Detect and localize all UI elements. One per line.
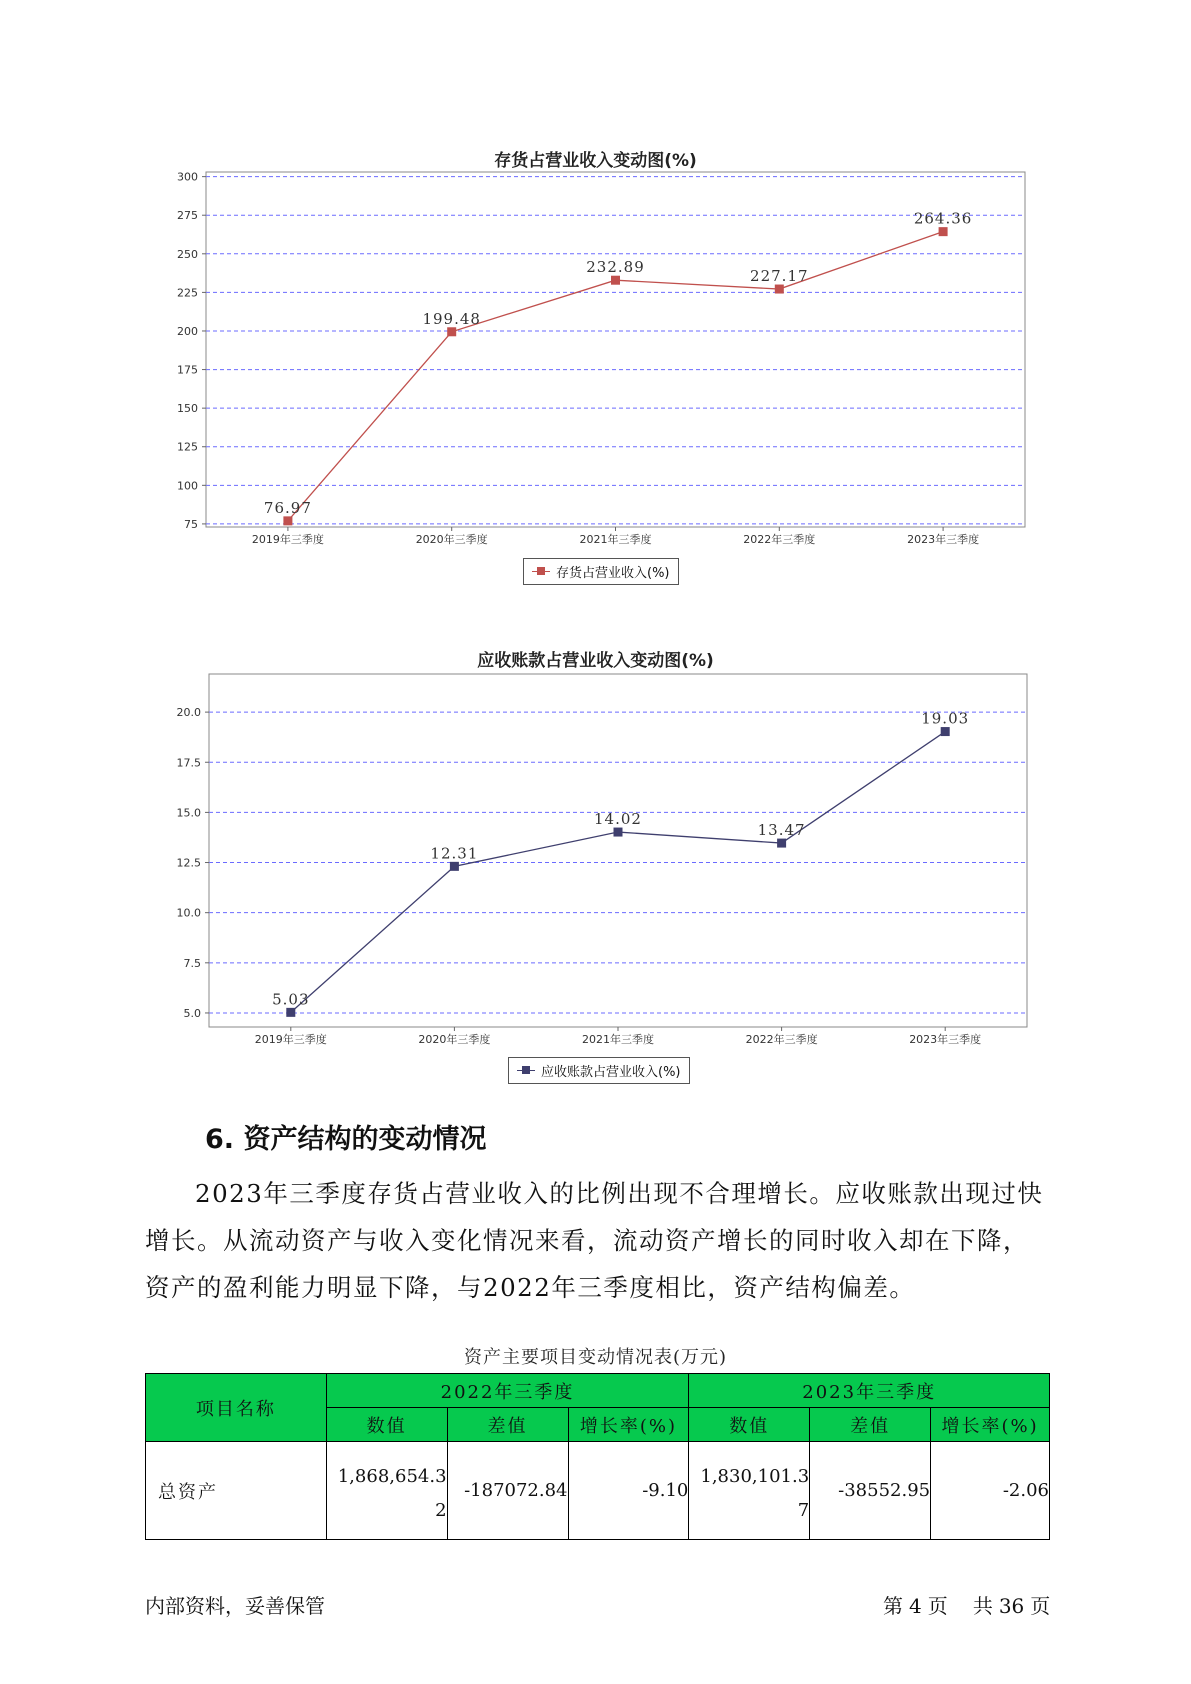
header-growth-2023: 增长率(%) xyxy=(931,1408,1050,1442)
inventory-data-label: 227.17 xyxy=(750,267,809,286)
row-growth-2022: -9.10 xyxy=(568,1442,689,1540)
receivables-xtick-label: 2023年三季度 xyxy=(909,1033,982,1046)
table-row xyxy=(146,1442,1050,1540)
header-period-2023: 2023年三季度 xyxy=(689,1374,1050,1408)
inventory-ytick-label: 100 xyxy=(177,479,198,493)
inventory-data-label: 264.36 xyxy=(913,209,973,228)
header-item-name: 项目名称 xyxy=(146,1374,327,1442)
page-prefix: 第 xyxy=(883,1594,903,1618)
row-value-2023: 1,830,101.37 xyxy=(689,1442,810,1540)
receivables-xtick-label: 2020年三季度 xyxy=(418,1033,491,1046)
inventory-data-label: 199.48 xyxy=(422,309,481,328)
header-growth-2022: 增长率(%) xyxy=(568,1408,689,1442)
total-unit: 页 xyxy=(1030,1594,1051,1618)
receivables-chart-title: 应收账款占营业收入变动图(%) xyxy=(477,651,714,671)
receivables-ytick-label: 20.0 xyxy=(176,706,201,720)
inventory-ytick-label: 200 xyxy=(177,324,198,338)
inventory-ytick-label: 125 xyxy=(177,440,198,454)
receivables-xtick-label: 2022年三季度 xyxy=(745,1033,818,1046)
row-value-2022: 1,868,654.32 xyxy=(326,1442,447,1540)
receivables-chart-legend xyxy=(508,1057,690,1084)
inventory-ytick-label: 175 xyxy=(177,363,198,377)
inventory-xtick-label: 2020年三季度 xyxy=(415,533,488,546)
row-diff-2022: -187072.84 xyxy=(447,1442,568,1540)
inventory-ytick-label: 250 xyxy=(177,247,198,261)
total-pages: 36 xyxy=(998,1594,1025,1618)
receivables-data-point xyxy=(614,828,623,837)
inventory-data-label: 76.97 xyxy=(263,498,312,517)
section-paragraph: 2023年三季度存货占营业收入的比例出现不合理增长。应收账款出现过快增长。从流动资产与收入变化情况来看，流动资产增长的同时收入却在下降，资产的盈利能力明显下降，与2022年三季度相比，资产结构偏差。 xyxy=(145,1179,1044,1302)
row-growth-2023: -2.06 xyxy=(931,1442,1050,1540)
inventory-ytick-label: 275 xyxy=(177,209,198,223)
row-diff-2023: -38552.95 xyxy=(810,1442,931,1540)
header-diff-2022: 差值 xyxy=(447,1408,568,1442)
receivables-data-label: 13.47 xyxy=(757,821,806,840)
footer-confidential-note: 内部资料，妥善保管 xyxy=(145,1594,325,1618)
receivables-plot-frame xyxy=(209,674,1027,1027)
receivables-data-point xyxy=(777,839,786,848)
receivables-data-point xyxy=(286,1008,295,1017)
total-prefix: 共 xyxy=(972,1594,993,1618)
receivables-ytick-label: 17.5 xyxy=(176,756,201,770)
header-value-2022: 数值 xyxy=(326,1408,447,1442)
header-value-2023: 数值 xyxy=(689,1408,810,1442)
footer-page-indicator xyxy=(880,1590,1053,1619)
receivables-xtick-label: 2021年三季度 xyxy=(582,1033,654,1046)
table-header-row-1 xyxy=(146,1374,1050,1408)
inventory-xtick-label: 2023年三季度 xyxy=(907,533,980,546)
receivables-legend-label: 应收账款占营业收入(%) xyxy=(541,1065,681,1080)
asset-items-table xyxy=(145,1373,1050,1540)
section-heading: 6. 资产结构的变动情况 xyxy=(205,1124,487,1155)
receivables-legend-swatch xyxy=(517,1070,535,1071)
receivables-ytick-label: 10.0 xyxy=(176,906,201,920)
receivables-data-point xyxy=(450,862,459,871)
inventory-ytick-label: 300 xyxy=(177,170,198,184)
receivables-ytick-label: 12.5 xyxy=(176,856,201,870)
header-period-2022: 2022年三季度 xyxy=(326,1374,689,1408)
inventory-legend-label: 存货占营业收入(%) xyxy=(556,566,670,581)
page-number: 4 xyxy=(909,1594,922,1618)
receivables-ytick-label: 15.0 xyxy=(176,806,201,820)
receivables-data-point xyxy=(941,727,950,736)
receivables-data-label: 14.02 xyxy=(594,810,642,829)
inventory-ytick-label: 225 xyxy=(177,286,198,300)
receivables-data-label: 5.03 xyxy=(272,990,310,1009)
inventory-data-label: 232.89 xyxy=(586,258,645,277)
inventory-chart-title: 存货占营业收入变动图(%) xyxy=(494,151,697,171)
receivables-data-label: 12.31 xyxy=(430,844,479,863)
table-caption: 资产主要项目变动情况表(万元) xyxy=(463,1347,728,1368)
inventory-xtick-label: 2019年三季度 xyxy=(251,533,324,546)
receivables-ytick-label: 7.5 xyxy=(183,956,201,970)
receivables-xtick-label: 2019年三季度 xyxy=(254,1033,327,1046)
receivables-data-label: 19.03 xyxy=(921,709,970,728)
receivables-ytick-label: 5.0 xyxy=(183,1006,201,1020)
header-diff-2023: 差值 xyxy=(810,1408,931,1442)
row-name: 总资产 xyxy=(146,1442,327,1540)
page-unit: 页 xyxy=(927,1594,948,1618)
inventory-ytick-label: 150 xyxy=(177,402,198,416)
inventory-xtick-label: 2021年三季度 xyxy=(579,533,652,546)
inventory-xtick-label: 2022年三季度 xyxy=(743,533,816,546)
inventory-ytick-label: 75 xyxy=(184,517,198,531)
